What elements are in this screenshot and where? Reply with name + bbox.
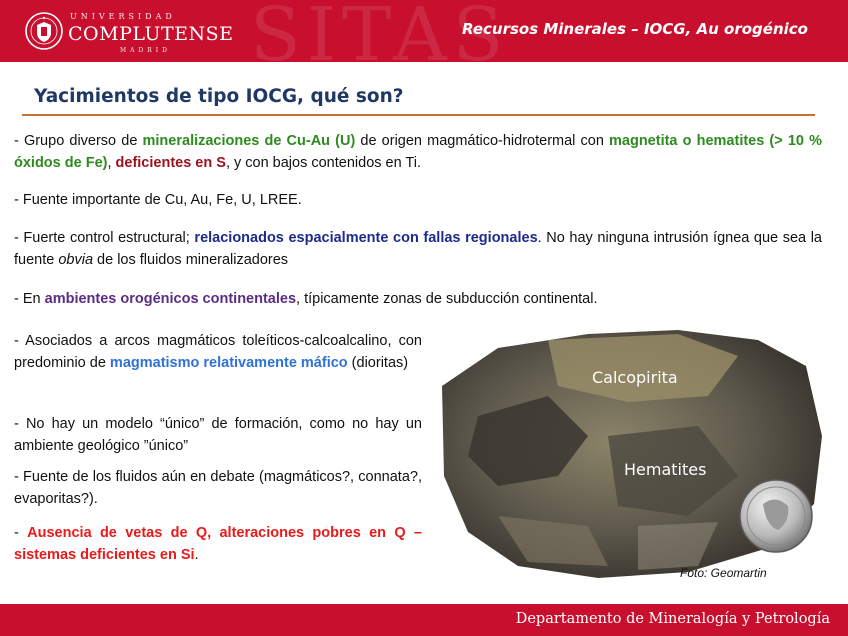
department-name: Departamento de Mineralogía y Petrología — [515, 611, 830, 627]
slide-title: Yacimientos de tipo IOCG, qué son? — [34, 86, 404, 107]
header-bar — [0, 0, 848, 62]
university-label-small: UNIVERSIDAD — [70, 12, 176, 21]
label-hematites: Hematites — [624, 460, 707, 479]
label-calcopirita: Calcopirita — [592, 368, 678, 387]
photo-credit: Foto: Geomartin — [680, 566, 767, 580]
university-city: MADRID — [120, 47, 171, 54]
bullet-7: - Fuente de los fluidos aún en debate (magmáticos?, connata?, evaporitas?). — [14, 469, 422, 507]
bullet-3: - Fuerte control estructural; relacionados espacialmente con fallas regionales. No hay ninguna intrusión ígnea que sea la fuente obvia de los fluidos mineralizadores — [14, 230, 823, 268]
bullet-4: - En ambientes orogénicos continentales, típicamente zonas de subducción continental. — [14, 291, 598, 307]
bullet-1: - Grupo diverso de mineralizaciones de Cu-Au (U) de origen magmático-hidrotermal con magnetita o hematites (> 10 % óxidos de Fe), deficientes en S, y con bajos contenidos en Ti. — [14, 133, 822, 171]
course-title: Recursos Minerales – IOCG, Au orogénico — [462, 20, 808, 38]
bullet-5: - Asociados a arcos magmáticos toleíticos-calcoalcalino, con predominio de magmatismo relativamente máfico (dioritas) — [14, 333, 422, 371]
bullet-8: - Ausencia de vetas de Q, alteraciones pobres en Q – sistemas deficientes en Si. — [14, 525, 422, 563]
title-divider — [22, 114, 815, 116]
mineral-photo — [438, 326, 828, 586]
bullet-2: - Fuente importante de Cu, Au, Fe, U, LREE. — [14, 192, 302, 208]
university-name: COMPLUTENSE — [68, 23, 234, 45]
rock-sample-image — [438, 326, 828, 586]
footer-bar — [0, 604, 848, 636]
university-seal-icon — [24, 11, 64, 51]
header-watermark: SITAS — [250, 0, 510, 62]
bullet-6: - No hay un modelo “único” de formación, como no hay un ambiente geológico ”único” — [14, 416, 422, 454]
